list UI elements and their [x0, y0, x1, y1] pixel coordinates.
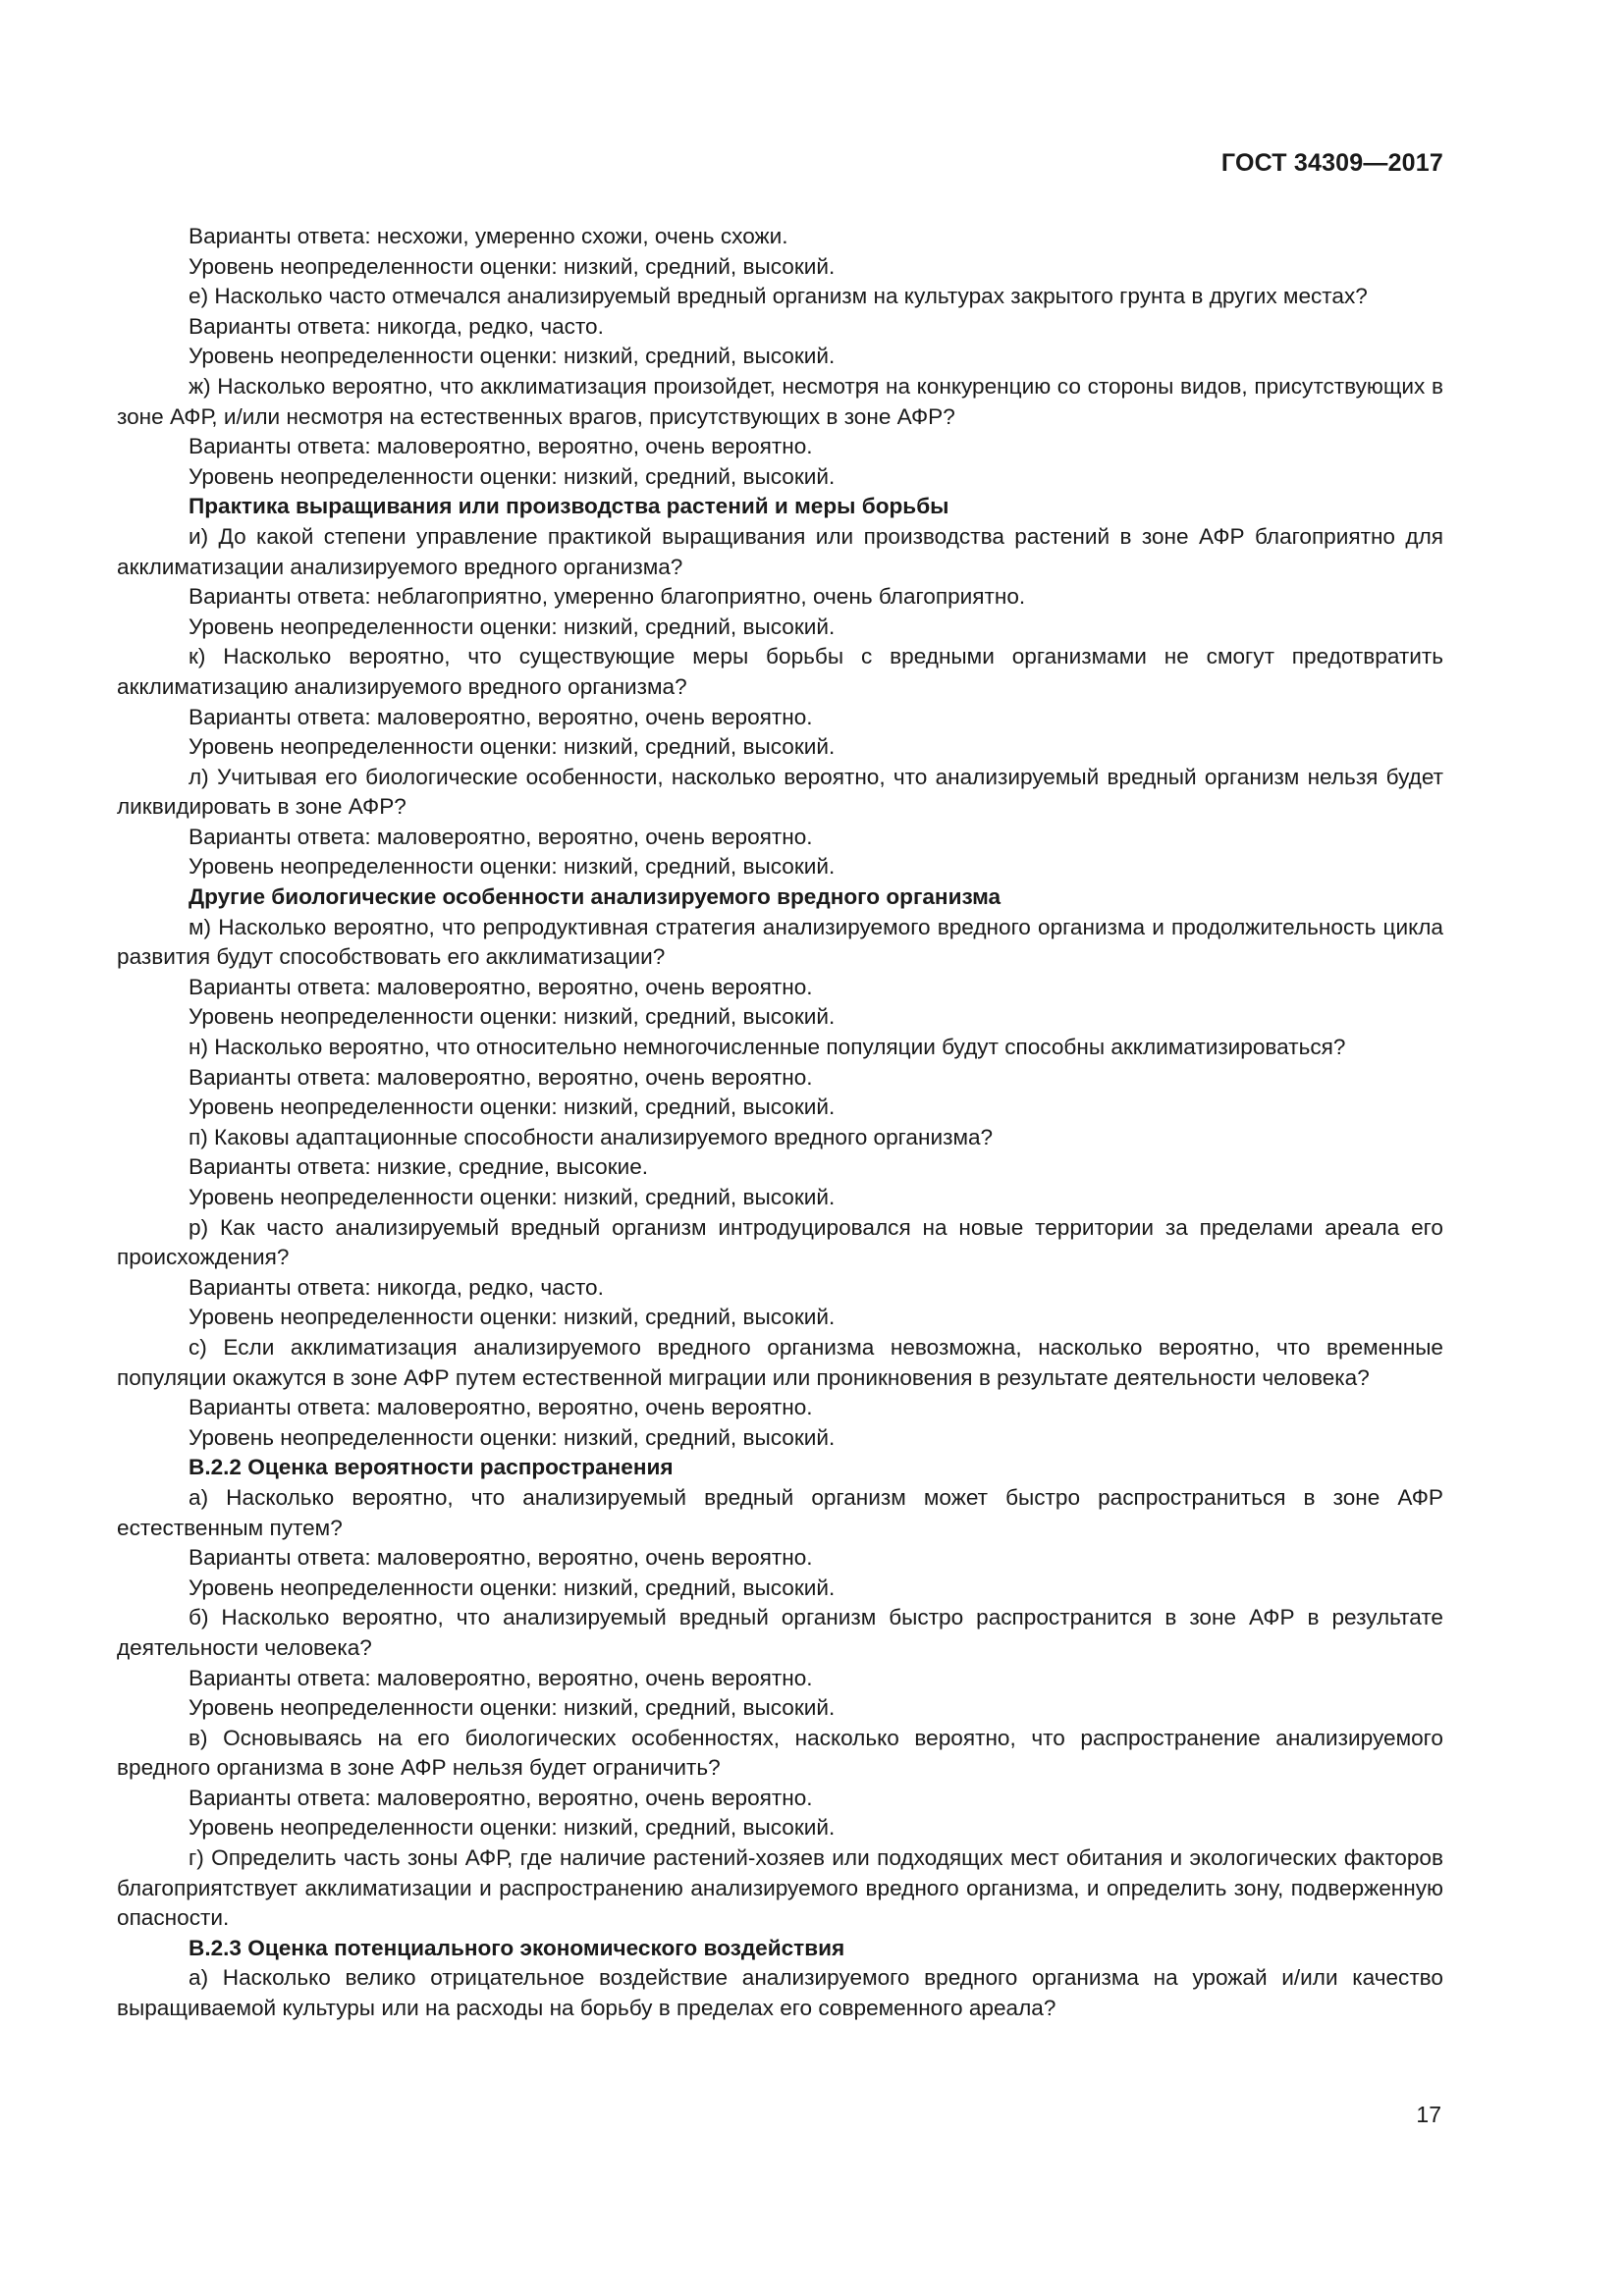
- uncertainty-level: Уровень неопределенности оценки: низкий, средний, высокий.: [189, 1095, 836, 1120]
- uncertainty-level: Уровень неопределенности оценки: низкий, средний, высокий.: [189, 1004, 836, 1030]
- subsection-heading: Практика выращивания или производства растений и меры борьбы: [189, 494, 949, 519]
- question-n: н) Насколько вероятно, что относительно немногочисленные популяции будут способны акклиматизироваться?: [189, 1035, 1346, 1060]
- uncertainty-level: Уровень неопределенности оценки: низкий, средний, высокий.: [189, 734, 836, 760]
- answer-options: Варианты ответа: маловероятно, вероятно, очень вероятно.: [189, 1064, 813, 1090]
- answer-options: Варианты ответа: никогда, редко, часто.: [189, 1274, 604, 1300]
- uncertainty-level: Уровень неопределенности оценки: низкий, средний, высокий.: [189, 1424, 836, 1450]
- question-a: а) Насколько велико отрицательное воздействие анализируемого вредного организма на урожай и/или качество выращиваемой культуры или на расходы на борьбу в пределах его современного ареала?: [117, 1965, 1443, 2021]
- section-heading-b22: В.2.2 Оценка вероятности распространения: [189, 1455, 674, 1480]
- question-k: к) Насколько вероятно, что существующие меры борьбы с вредными организмами не смогут предотвратить акклиматизацию анализируемого вредного организма?: [117, 644, 1443, 699]
- answer-options: Варианты ответа: маловероятно, вероятно, очень вероятно.: [189, 974, 813, 999]
- answer-options: Варианты ответа: маловероятно, вероятно, очень вероятно.: [189, 1545, 813, 1571]
- question-p: п) Каковы адаптационные способности анализируемого вредного организма?: [189, 1124, 994, 1149]
- answer-options: Варианты ответа: маловероятно, вероятно, очень вероятно.: [189, 824, 813, 849]
- answer-options: Варианты ответа: низкие, средние, высокие.: [189, 1154, 649, 1180]
- question-r: р) Как часто анализируемый вредный организм интродуцировался на новые территории за пределами ареала его происхождения?: [117, 1214, 1443, 1270]
- uncertainty-level: Уровень неопределенности оценки: низкий, средний, высокий.: [189, 854, 836, 880]
- question-l: л) Учитывая его биологические особенности, насколько вероятно, что анализируемый вредный организм нельзя будет ликвидировать в зоне АФР?: [117, 764, 1443, 820]
- question-s: с) Если акклиматизация анализируемого вредного организма невозможна, насколько вероятно, что временные популяции окажутся в зоне АФР путем естественной миграции или проникновения в результате деятельности человека?: [117, 1334, 1443, 1390]
- question-a: а) Насколько вероятно, что анализируемый вредный организм может быстро распространиться в зоне АФР естественным путем?: [117, 1484, 1443, 1540]
- question-zh: ж) Насколько вероятно, что акклиматизация произойдет, несмотря на конкуренцию со стороны видов, присутствующих в зоне АФР, и/или несмотря на естественных врагов, присутствующих в зоне АФР?: [117, 373, 1443, 429]
- answer-options: Варианты ответа: маловероятно, вероятно, очень вероятно.: [189, 704, 813, 729]
- subsection-heading: Другие биологические особенности анализируемого вредного организма: [189, 884, 1001, 910]
- answer-options: Варианты ответа: неблагоприятно, умеренно благоприятно, очень благоприятно.: [189, 584, 1026, 610]
- page-number: 17: [1416, 2102, 1441, 2127]
- answer-options: Варианты ответа: маловероятно, вероятно, очень вероятно.: [189, 1395, 813, 1420]
- question-b: б) Насколько вероятно, что анализируемый вредный организм быстро распространится в зоне АФР в результате деятельности человека?: [117, 1605, 1443, 1660]
- uncertainty-level: Уровень неопределенности оценки: низкий, средний, высокий.: [189, 1695, 836, 1721]
- question-m: м) Насколько вероятно, что репродуктивная стратегия анализируемого вредного организма и продолжительность цикла развития будут способствовать его акклиматизации?: [117, 914, 1443, 970]
- answer-options: Варианты ответа: никогда, редко, часто.: [189, 313, 604, 339]
- uncertainty-level: Уровень неопределенности оценки: низкий, средний, высокий.: [189, 1575, 836, 1600]
- uncertainty-level: Уровень неопределенности оценки: низкий, средний, высокий.: [189, 1305, 836, 1330]
- question-e: е) Насколько часто отмечался анализируемый вредный организм на культурах закрытого грунта в других местах?: [189, 284, 1368, 309]
- uncertainty-level: Уровень неопределенности оценки: низкий, средний, высокий.: [189, 253, 836, 279]
- answer-options: Варианты ответа: маловероятно, вероятно, очень вероятно.: [189, 434, 813, 459]
- uncertainty-level: Уровень неопределенности оценки: низкий, средний, высокий.: [189, 1815, 836, 1841]
- document-header: ГОСТ 34309—2017: [1220, 149, 1443, 177]
- uncertainty-level: Уровень неопределенности оценки: низкий, средний, высокий.: [189, 1185, 836, 1209]
- answer-options: Варианты ответа: несхожи, умеренно схожи, очень схожи.: [189, 224, 788, 248]
- question-i: и) До какой степени управление практикой выращивания или производства растений в зоне АФР благоприятно для акклиматизации анализируемого вредного организма?: [117, 523, 1443, 579]
- question-v: в) Основываясь на его биологических особенностях, насколько вероятно, что распространение анализируемого вредного организма в зоне АФР нельзя будет ограничить?: [117, 1725, 1443, 1781]
- question-g: г) Определить часть зоны АФР, где наличие растений-хозяев или подходящих мест обитания и экологических факторов благоприятствует акклиматизации и распространению анализируемого вредного организма, и определить зону, подверженную опасности.: [117, 1845, 1443, 1931]
- page-body: [117, 222, 1443, 2024]
- section-heading-b23: В.2.3 Оценка потенциального экономического воздействия: [189, 1935, 845, 1960]
- uncertainty-level: Уровень неопределенности оценки: низкий, средний, высокий.: [189, 463, 836, 489]
- answer-options: Варианты ответа: маловероятно, вероятно, очень вероятно.: [189, 1665, 813, 1690]
- answer-options: Варианты ответа: маловероятно, вероятно, очень вероятно.: [189, 1785, 813, 1810]
- uncertainty-level: Уровень неопределенности оценки: низкий, средний, высокий.: [189, 614, 836, 639]
- uncertainty-level: Уровень неопределенности оценки: низкий, средний, высокий.: [189, 344, 836, 369]
